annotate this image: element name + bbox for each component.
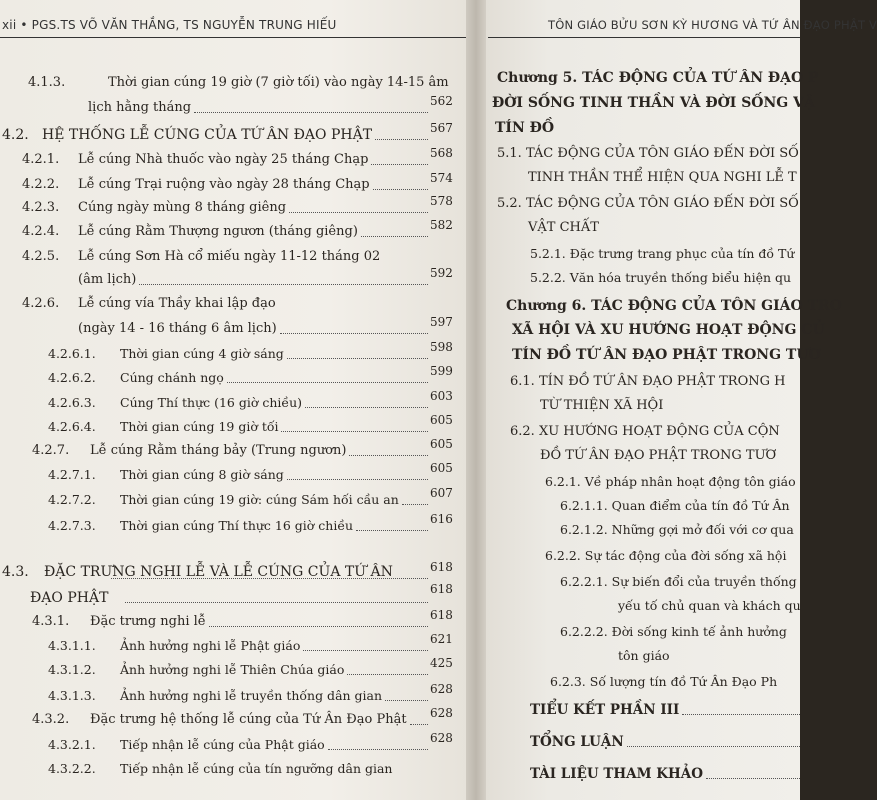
- toc-leader-dots: [627, 746, 800, 747]
- toc-page-number: 603: [430, 389, 453, 403]
- toc-entry-number: 4.2.: [2, 127, 29, 143]
- toc-entry: 6.1. TÍN ĐỒ TỨ ÂN ĐẠO PHẬT TRONG H: [510, 374, 786, 389]
- toc-entry: Chương 6. TÁC ĐỘNG CỦA TÔN GIÁO TRO: [506, 298, 842, 314]
- toc-entry: 6.2.1.1. Quan điểm của tín đồ Tứ Ân: [560, 498, 790, 513]
- toc-leader-dots: [402, 504, 428, 505]
- toc-page-number: 592: [430, 266, 453, 280]
- toc-page-number: 582: [430, 218, 453, 232]
- toc-entry-number: 4.1.3.: [28, 75, 66, 90]
- toc-leader-dots: [303, 650, 428, 651]
- toc-entry: TIỂU KẾT PHẦN III: [530, 702, 680, 718]
- toc-entry-title: Thời gian cúng 8 giờ sáng: [120, 467, 284, 482]
- toc-entry: [48, 761, 392, 777]
- toc-entry: [48, 688, 382, 704]
- toc-entry-title: Ảnh hưởng nghi lễ Thiên Chúa giáo: [120, 662, 345, 677]
- toc-entry-title: Lễ cúng Rằm tháng bảy (Trung ngươn): [90, 443, 347, 458]
- toc-page-number: 628: [430, 682, 453, 696]
- left-head-rule: [0, 37, 466, 38]
- toc-entry: [32, 443, 346, 459]
- toc-entry-title: Cúng chánh ngọ: [120, 370, 224, 385]
- toc-entry: 6.2.1. Về pháp nhân hoạt động tôn giáo: [545, 474, 796, 489]
- toc-entry-number: 4.2.6.1.: [48, 346, 96, 361]
- toc-entry-number: 4.2.7.2.: [48, 492, 96, 507]
- toc-leader-dots: [375, 139, 428, 140]
- toc-entry-continuation: ĐẠO PHẬT: [30, 590, 109, 606]
- toc-entry-number: 4.2.2.: [22, 177, 60, 192]
- toc-entry-title: Lễ cúng vía Thầy khai lập đạo: [78, 296, 276, 311]
- toc-entry-continuation: lịch hằng tháng: [88, 100, 192, 115]
- toc-page-number: 574: [430, 171, 453, 185]
- toc-entry-number: 4.2.3.: [22, 200, 60, 215]
- toc-entry: [2, 127, 372, 143]
- toc-entry: [22, 200, 286, 216]
- toc-page-number: 567: [430, 121, 453, 135]
- toc-page-number: 605: [430, 461, 453, 475]
- toc-entry-title: Tiếp nhận lễ cúng của tín ngưỡng dân gian: [120, 761, 393, 776]
- toc-page-number: 616: [430, 512, 453, 526]
- toc-entry-number: 4.2.6.3.: [48, 395, 96, 410]
- toc-entry: TÀI LIỆU THAM KHẢO: [530, 766, 704, 782]
- toc-entry: [32, 614, 206, 630]
- toc-page-number: 628: [430, 706, 453, 720]
- toc-page-number: 578: [430, 194, 453, 208]
- toc-entry-title: Tiếp nhận lễ cúng của Phật giáo: [120, 737, 325, 752]
- toc-leader-dots: [209, 626, 428, 627]
- toc-entry: Chương 5. TÁC ĐỘNG CỦA TỨ ÂN ĐẠO P: [497, 70, 819, 86]
- toc-entry: VẬT CHẤT: [528, 220, 599, 235]
- toc-leader-dots: [139, 284, 428, 285]
- toc-entry-title: Lễ cúng Trại ruộng vào ngày 28 tháng Chạp: [78, 177, 370, 192]
- toc-entry-title: Ảnh hưởng nghi lễ Phật giáo: [120, 638, 301, 653]
- toc-page-number: 618: [430, 560, 453, 574]
- toc-entry-number: 4.2.7.: [32, 443, 70, 458]
- toc-page-number: 618: [430, 608, 453, 622]
- toc-leader-dots: [373, 189, 428, 190]
- toc-entry: [22, 249, 380, 265]
- toc-entry-title: Cúng ngày mùng 8 tháng giêng: [78, 200, 287, 215]
- toc-entry-number: 4.3.2.1.: [48, 737, 96, 752]
- toc-entry: [48, 467, 284, 483]
- toc-leader-dots: [356, 530, 428, 531]
- toc-page-number: 599: [430, 364, 453, 378]
- toc-entry: TÍN ĐỒ TỨ ÂN ĐẠO PHẬT TRONG TƯƠ: [512, 347, 821, 363]
- toc-leader-dots: [227, 382, 428, 383]
- toc-page-number: 568: [430, 146, 453, 160]
- toc-entry: [32, 712, 407, 728]
- toc-entry: [22, 296, 276, 312]
- toc-page-number: 425: [430, 656, 453, 670]
- toc-leader-dots: [305, 407, 428, 408]
- toc-entry-title: Cúng Thí thực (16 giờ chiều): [120, 395, 303, 410]
- toc-leader-dots: [281, 431, 428, 432]
- toc-leader-dots: [410, 724, 428, 725]
- toc-entry-number: 4.2.5.: [22, 249, 60, 264]
- toc-entry-title: Lễ cúng Sơn Hà cổ miếu ngày 11-12 tháng 02: [78, 249, 381, 264]
- toc-entry-title: Lễ cúng Rằm Thượng ngươn (tháng giêng): [78, 224, 358, 239]
- toc-entry: 5.1. TÁC ĐỘNG CỦA TÔN GIÁO ĐẾN ĐỜI SỐ: [497, 146, 799, 161]
- toc-leader-dots: [287, 479, 428, 480]
- toc-entry: 6.2.2. Sự tác động của đời sống xã hội: [545, 548, 787, 563]
- toc-entry-number: 4.3.2.2.: [48, 761, 96, 776]
- toc-entry-number: 4.2.4.: [22, 224, 60, 239]
- toc-leader-dots: [361, 236, 428, 237]
- toc-page-number: 628: [430, 731, 453, 745]
- toc-entry: 6.2. XU HƯỚNG HOẠT ĐỘNG CỦA CỘN: [510, 424, 780, 439]
- toc-leader-dots: [194, 112, 428, 113]
- toc-entry: [48, 638, 300, 654]
- toc-entry: [48, 395, 302, 411]
- toc-leader-dots: [280, 333, 428, 334]
- toc-entry-title: Lễ cúng Nhà thuốc vào ngày 25 tháng Chạp: [78, 152, 369, 167]
- toc-entry: yếu tố chủ quan và khách qu: [618, 598, 801, 613]
- left-running-head: xii • PGS.TS VÕ VĂN THẮNG, TS NGUYỄN TRUNG HIẾU: [2, 18, 337, 32]
- toc-entry-number: 4.2.6.2.: [48, 370, 96, 385]
- right-head-rule: [488, 37, 800, 38]
- toc-entry-title: Đặc trưng nghi lễ: [90, 614, 206, 629]
- toc-entry-title: Thời gian cúng 4 giờ sáng: [120, 346, 284, 361]
- toc-entry-number: 4.3.1.: [32, 614, 70, 629]
- toc-entry-number: 4.3.1.1.: [48, 638, 96, 653]
- toc-leader-dots: [706, 778, 800, 779]
- toc-entry: [48, 662, 344, 678]
- toc-entry: [22, 224, 358, 240]
- toc-entry-number: 4.3.2.: [32, 712, 70, 727]
- toc-entry-title: Ảnh hưởng nghi lễ truyền thống dân gian: [120, 688, 383, 703]
- toc-entry-title: Thời gian cúng Thí thực 16 giờ chiều: [120, 518, 354, 533]
- toc-entry: 5.2. TÁC ĐỘNG CỦA TÔN GIÁO ĐẾN ĐỜI SỐ: [497, 196, 799, 211]
- toc-entry-number: 4.2.7.3.: [48, 518, 96, 533]
- right-running-head: TÔN GIÁO BỬU SƠN KỲ HƯƠNG VÀ TỨ ÂN ĐẠO PHẬT V: [548, 18, 877, 32]
- toc-entry: [48, 346, 284, 362]
- toc-entry: [28, 75, 449, 91]
- toc-page-number: 605: [430, 437, 453, 451]
- toc-entry-title: ĐẶC TRƯNG NGHI LỄ VÀ LỄ CÚNG CỦA TỨ ÂN: [44, 564, 393, 580]
- toc-entry-continuation: (ngày 14 - 16 tháng 6 âm lịch): [78, 321, 277, 336]
- toc-leader-dots: [289, 212, 428, 213]
- toc-entry: [22, 177, 370, 193]
- toc-entry-number: 4.2.6.: [22, 296, 60, 311]
- toc-page-number: 618: [430, 582, 453, 596]
- toc-entry: [48, 370, 224, 386]
- toc-page-number: 607: [430, 486, 453, 500]
- toc-entry-title: Thời gian cúng 19 giờ tối: [120, 419, 279, 434]
- toc-page-number: 597: [430, 315, 453, 329]
- toc-leader-dots: [111, 578, 428, 579]
- toc-entry: 6.2.2.1. Sự biến đổi của truyền thống: [560, 574, 797, 589]
- toc-entry: ĐỜI SỐNG TINH THẦN VÀ ĐỜI SỐNG VẬ: [492, 95, 815, 111]
- book-gutter: [466, 0, 488, 800]
- toc-entry-title: Đặc trưng hệ thống lễ cúng của Tứ Ân Đạo Phật: [90, 712, 407, 727]
- toc-entry-number: 4.2.6.4.: [48, 419, 96, 434]
- toc-entry: TỔNG LUẬN: [530, 734, 624, 750]
- toc-entry-continuation: (âm lịch): [78, 272, 137, 287]
- toc-entry-number: 4.2.7.1.: [48, 467, 96, 482]
- toc-entry: [48, 737, 325, 753]
- toc-leader-dots: [371, 164, 428, 165]
- toc-entry: TỪ THIỆN XÃ HỘI: [540, 398, 664, 413]
- toc-entry: tôn giáo: [618, 648, 670, 663]
- toc-entry-number: 4.2.1.: [22, 152, 60, 167]
- toc-entry-title: Thời gian cúng 19 giờ (7 giờ tối) vào ngày 14-15 âm: [108, 75, 449, 90]
- toc-entry: 6.2.3. Số lượng tín đồ Tứ Ân Đạo Ph: [550, 674, 778, 689]
- toc-page-number: 605: [430, 413, 453, 427]
- toc-page-number: 562: [430, 94, 453, 108]
- toc-entry-title: HỆ THỐNG LỄ CÚNG CỦA TỨ ÂN ĐẠO PHẬT: [42, 127, 373, 143]
- toc-leader-dots: [385, 700, 428, 701]
- toc-entry: TINH THẦN THỂ HIỆN QUA NGHI LỄ T: [528, 170, 797, 185]
- toc-entry: XÃ HỘI VÀ XU HƯỚNG HOẠT ĐỘNG CỦ: [512, 322, 825, 338]
- toc-leader-dots: [328, 749, 428, 750]
- toc-leader-dots: [682, 714, 800, 715]
- toc-leader-dots: [125, 602, 428, 603]
- toc-entry: 6.2.2.2. Đời sống kinh tế ảnh hưởng: [560, 624, 787, 639]
- toc-entry-title: Thời gian cúng 19 giờ: cúng Sám hối cầu an: [120, 492, 399, 507]
- toc-entry: TÍN ĐỒ: [495, 120, 555, 136]
- toc-entry: ĐỒ TỨ ÂN ĐẠO PHẬT TRONG TƯƠ: [540, 448, 777, 463]
- toc-entry-number: 4.3.1.2.: [48, 662, 96, 677]
- toc-entry: [48, 419, 278, 435]
- toc-entry-number: 4.3.1.3.: [48, 688, 96, 703]
- toc-leader-dots: [347, 674, 428, 675]
- toc-entry: [48, 518, 353, 534]
- toc-entry: 5.2.1. Đặc trưng trang phục của tín đồ Tứ: [530, 246, 795, 261]
- toc-entry: [22, 152, 368, 168]
- toc-leader-dots: [287, 358, 428, 359]
- toc-entry: [48, 492, 399, 508]
- toc-page-number: 598: [430, 340, 453, 354]
- toc-entry: 6.2.1.2. Những gợi mở đối với cơ qua: [560, 522, 794, 537]
- toc-entry: 5.2.2. Văn hóa truyền thống biểu hiện qu: [530, 270, 792, 285]
- toc-page-number: 621: [430, 632, 453, 646]
- toc-entry-number: 4.3.: [2, 564, 29, 580]
- toc-leader-dots: [349, 455, 428, 456]
